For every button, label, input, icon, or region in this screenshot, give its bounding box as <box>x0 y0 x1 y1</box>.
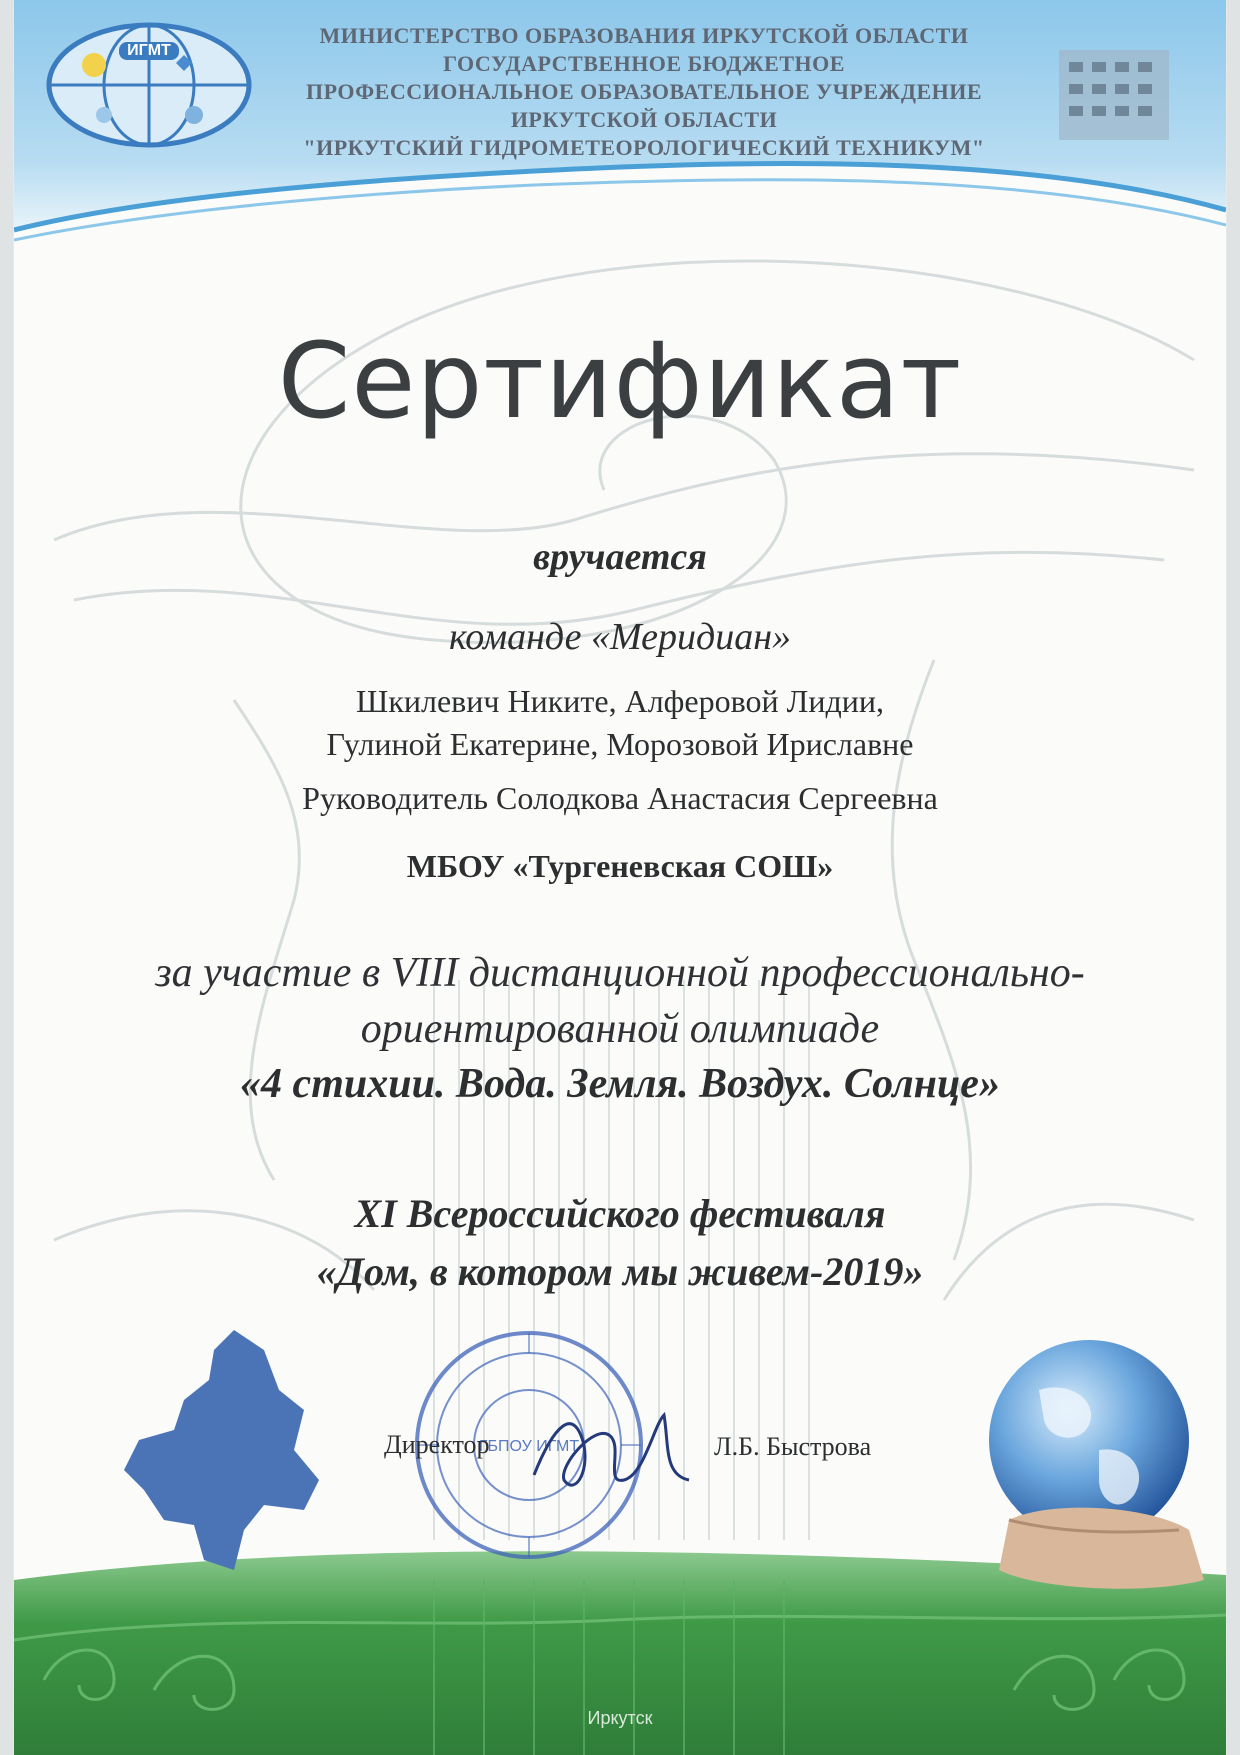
header-line: МИНИСТЕРСТВО ОБРАЗОВАНИЯ ИРКУТСКОЙ ОБЛАСТИ <box>319 23 969 48</box>
certificate-sheet <box>14 0 1226 1755</box>
header-institution <box>264 22 1024 162</box>
festival-name <box>14 1185 1226 1301</box>
director-label: Директор <box>384 1430 490 1459</box>
school-name: МБОУ «Тургеневская СОШ» <box>406 848 834 884</box>
team-name: команде «Меридиан» <box>448 616 792 658</box>
awarded-text: вручается <box>533 536 707 578</box>
director-name: Л.Б. Быстрова <box>714 1432 872 1461</box>
reason-line: за участие в VIII дистанционной профессионально- <box>155 950 1085 996</box>
header-line: "ИРКУТСКИЙ ГИДРОМЕТЕОРОЛОГИЧЕСКИЙ ТЕХНИКУМ" <box>303 135 985 160</box>
certificate-title: Сертификат <box>277 320 963 442</box>
globe-in-hands-image <box>949 1330 1209 1600</box>
city-name: Иркутск <box>587 1708 653 1728</box>
header-line: ПРОФЕССИОНАЛЬНОЕ ОБРАЗОВАТЕЛЬНОЕ УЧРЕЖДЕНИЕ <box>305 79 983 104</box>
award-reason <box>14 945 1226 1057</box>
logo-text: ИГМТ <box>119 42 179 60</box>
building-image <box>1054 40 1174 150</box>
director-signature <box>514 1385 714 1505</box>
participant-names <box>14 680 1226 766</box>
header-line: ИРКУТСКОЙ ОБЛАСТИ <box>510 107 778 132</box>
names-line: Гулиной Екатерине, Морозовой Ириславне <box>326 726 914 762</box>
festival-line: «Дом, в котором мы живем-2019» <box>316 1249 924 1294</box>
header-line: ГОСУДАРСТВЕННОЕ БЮДЖЕТНОЕ <box>443 51 845 76</box>
team-leader: Руководитель Солодкова Анастасия Сергеевна <box>302 780 938 816</box>
festival-line: XI Всероссийского фестиваля <box>354 1191 886 1236</box>
irkutsk-region-map <box>114 1320 374 1580</box>
stamp-text: ГБПОУ ИГМТ <box>478 1438 580 1455</box>
names-line: Шкилевич Никите, Алферовой Лидии, <box>356 683 884 719</box>
reason-line: ориентированной олимпиаде <box>360 1006 880 1052</box>
technikum-logo <box>44 20 254 150</box>
olympiad-name: «4 стихии. Вода. Земля. Воздух. Солнце» <box>240 1061 1000 1107</box>
